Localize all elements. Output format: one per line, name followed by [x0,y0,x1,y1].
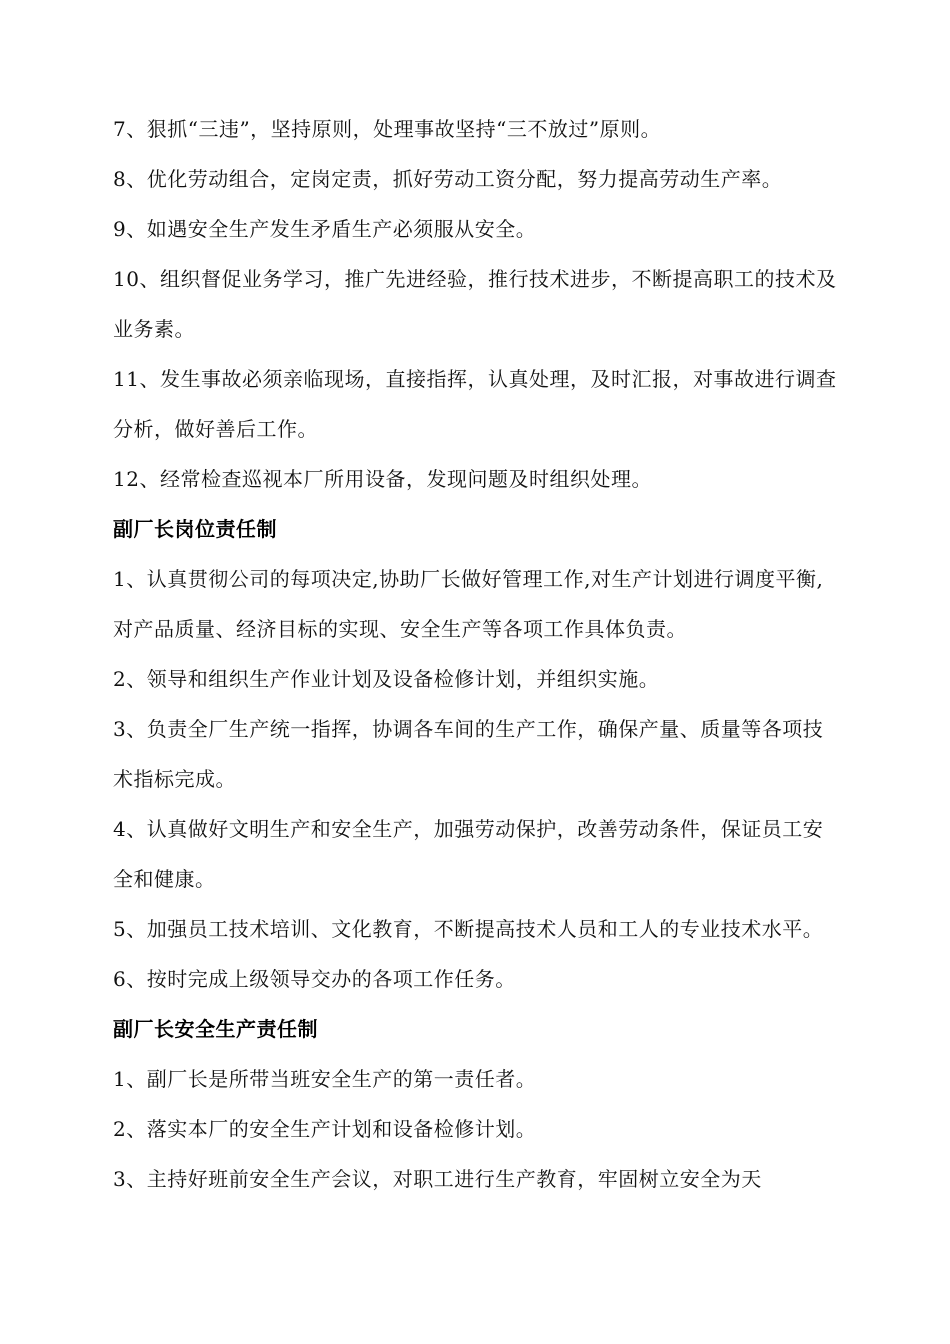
paragraph-7: 7、狠抓“三违”，坚持原则，处理事故坚持“三不放过”原则。 [113,117,662,141]
paragraph-12: 12、经常检查巡视本厂所用设备，发现问题及时组织处理。 [113,467,652,491]
section1-item-4: 4、认真做好文明生产和安全生产，加强劳动保护，改善劳动条件，保证员工安全和健康。 [113,817,824,891]
section2-item-3: 3、主持好班前安全生产会议，对职工进行生产教育，牢固树立安全为天 [113,1167,762,1191]
paragraph-8: 8、优化劳动组合，定岗定责，抓好劳动工资分配，努力提高劳动生产率。 [113,167,783,191]
paragraph-11: 11、发生事故必须亲临现场，直接指挥，认真处理，及时汇报，对事故进行调查分析，做好善后工作。 [113,367,837,441]
section1-item-2: 2、领导和组织生产作业计划及设备检修计划，并组织实施。 [113,667,660,691]
section1-item-6: 6、按时完成上级领导交办的各项工作任务。 [113,967,516,991]
section2-item-2: 2、落实本厂的安全生产计划和设备检修计划。 [113,1117,537,1141]
section2-item-1: 1、副厂长是所带当班安全生产的第一责任者。 [113,1067,537,1091]
paragraph-9: 9、如遇安全生产发生矛盾生产必须服从安全。 [113,217,537,241]
paragraph-10: 10、组织督促业务学习，推广先进经验，推行技术进步，不断提高职工的技术及业务素。 [113,267,837,341]
section1-item-5: 5、加强员工技术培训、文化教育，不断提高技术人员和工人的专业技术水平。 [113,917,824,941]
section1-item-1: 1、认真贯彻公司的每项决定,协助厂长做好管理工作,对生产计划进行调度平衡,对产品质量、经济目标的实现、安全生产等各项工作具体负责。 [113,567,824,641]
section-heading-deputy-director-safety: 副厂长安全生产责任制 [113,1017,318,1041]
section1-item-3: 3、负责全厂生产统一指挥，协调各车间的生产工作，确保产量、质量等各项技术指标完成。 [113,717,824,791]
document-body [113,104,843,1204]
section-heading-deputy-director-duties: 副厂长岗位责任制 [113,517,277,541]
